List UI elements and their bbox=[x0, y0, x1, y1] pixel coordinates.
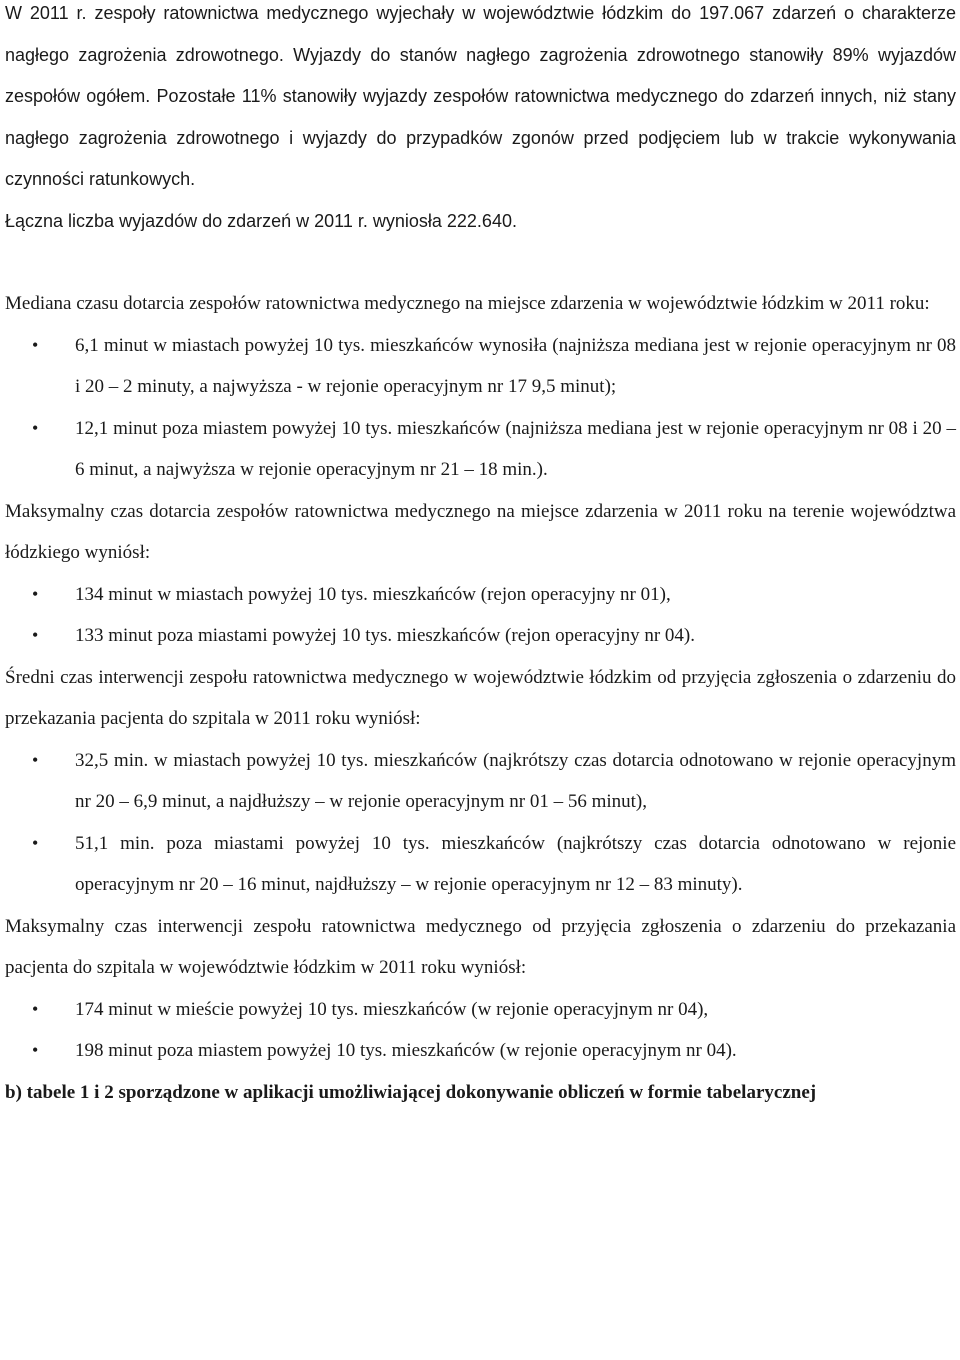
list-item: • 198 minut poza miastem powyżej 10 tys. mieszkańców (w rejonie operacyjnym nr 04). bbox=[5, 1030, 956, 1072]
paragraph-median-time: Mediana czasu dotarcia zespołów ratownictwa medycznego na miejsce zdarzenia w województwie łódzkim w 2011 roku: bbox=[5, 293, 930, 314]
list-item: • 134 minut w miastach powyżej 10 tys. mieszkańców (rejon operacyjny nr 01), bbox=[5, 574, 956, 616]
list-item: • 6,1 minut w miastach powyżej 10 tys. mieszkańców wynosiła (najniższa mediana jest w rejonie operacyjnym nr 08 i 20 – 2 minuty, a najwyższa - w rejonie operacyjnym nr 17 9,5 minut); bbox=[5, 325, 956, 408]
paragraph-max-arrival-time: Maksymalny czas dotarcia zespołów ratownictwa medycznego na miejsce zdarzenia w 2011 roku na terenie województwa łódzkiego wyniósł: bbox=[5, 500, 956, 563]
paragraph-total-trips: Łączna liczba wyjazdów do zdarzeń w 2011 r. wyniosła 222.640. bbox=[5, 210, 517, 231]
paragraph-average-intervention: Średni czas interwencji zespołu ratownictwa medycznego w województwie łódzkim od przyjęcia zgłoszenia o zdarzeniu do przekazania pacjenta do szpitala w 2011 roku wyniósł: bbox=[5, 666, 956, 729]
max-arrival-list bbox=[5, 574, 956, 657]
paragraph-max-intervention: Maksymalny czas interwencji zespołu ratownictwa medycznego od przyjęcia zgłoszenia o zdarzeniu do przekazania pacjenta do szpitala w województwie łódzkim w 2011 roku wyniósł: bbox=[5, 915, 956, 978]
spacer bbox=[5, 242, 956, 283]
list-item: • 32,5 min. w miastach powyżej 10 tys. mieszkańców (najkrótszy czas dotarcia odnotowano w rejonie operacyjnym nr 20 – 6,9 minut, a najdłuższy – w rejonie operacyjnym nr 01 – 56 minut), bbox=[5, 740, 956, 823]
average-intervention-list bbox=[5, 740, 956, 906]
list-item: • 133 minut poza miastami powyżej 10 tys. mieszkańców (rejon operacyjny nr 04). bbox=[5, 615, 956, 657]
list-item: • 174 minut w mieście powyżej 10 tys. mieszkańców (w rejonie operacyjnym nr 04), bbox=[5, 989, 956, 1031]
max-intervention-list bbox=[5, 989, 956, 1072]
list-item: • 12,1 minut poza miastem powyżej 10 tys. mieszkańców (najniższa mediana jest w rejonie operacyjnym nr 08 i 20 – 6 minut, a najwyższa w rejonie operacyjnym nr 21 – 18 min.). bbox=[5, 408, 956, 491]
list-item: • 51,1 min. poza miastami powyżej 10 tys. mieszkańców (najkrótszy czas dotarcia odnotowano w rejonie operacyjnym nr 20 – 16 minut, najdłuższy – w rejonie operacyjnym nr 12 – 83 minuty). bbox=[5, 823, 956, 906]
section-heading-b: b) tabele 1 i 2 sporządzone w aplikacji umożliwiającej dokonywanie obliczeń w formie tabelarycznej bbox=[5, 1081, 817, 1103]
median-time-list bbox=[5, 325, 956, 491]
paragraph-intro: W 2011 r. zespoły ratownictwa medycznego wyjechały w województwie łódzkim do 197.067 zdarzeń o charakterze nagłego zagrożenia zdrowotnego. Wyjazdy do stanów nagłego zagrożenia zdrowotnego stanowiły 89% wyjazdów zespołów ogółem. Pozostałe 11% stanowiły wyjazdy zespołów ratownictwa medycznego do zdarzeń innych, niż stany nagłego zagrożenia zdrowotnego i wyjazdy do przypadków zgonów przed podjęciem lub w trakcie wykonywania czynności ratunkowych. bbox=[5, 3, 956, 189]
